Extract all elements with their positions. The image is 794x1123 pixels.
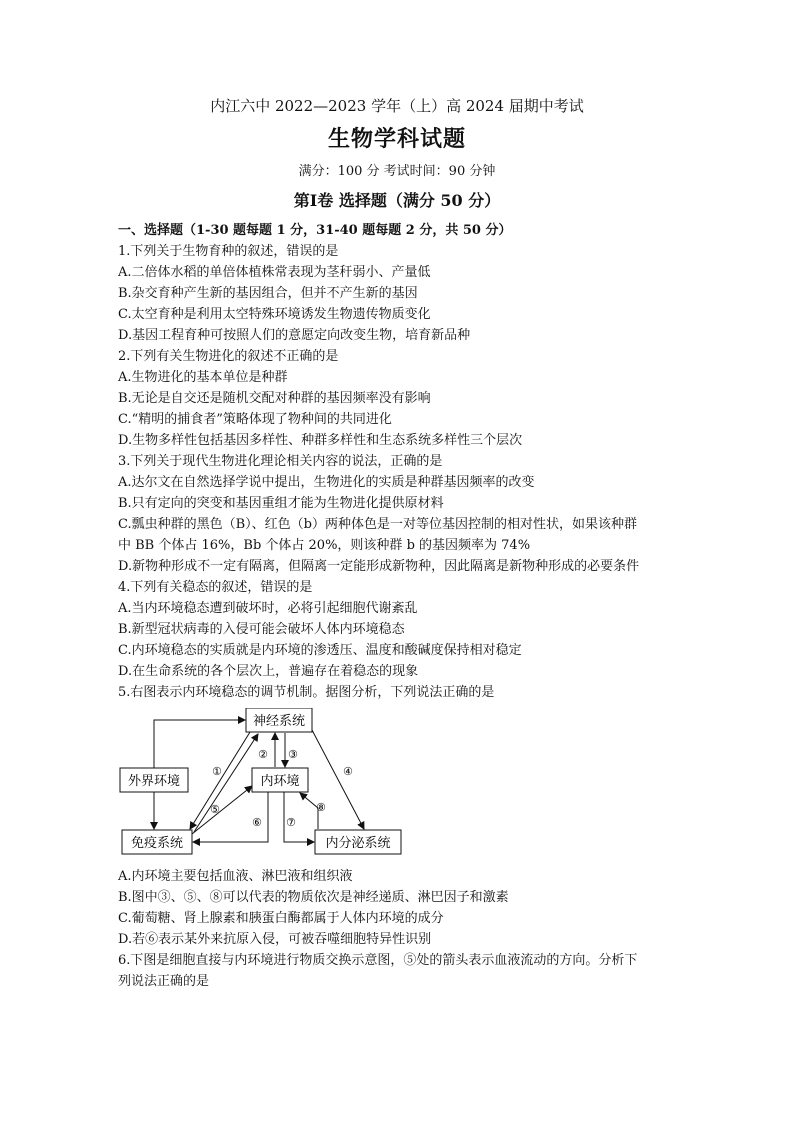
arrow-6 — [192, 786, 252, 834]
part-heading: 第Ⅰ卷 选择题（满分 50 分） — [293, 191, 501, 210]
q3-option-b: B.只有定向的突变和基因重组才能为生物进化提供原材料 — [118, 496, 444, 511]
q4-stem: 4.下列有关稳态的叙述，错误的是 — [118, 580, 313, 595]
q6-stem-line2: 列说法正确的是 — [118, 974, 210, 989]
q1-option-b: B.杂交育种产生新的基因组合，但并不产生新的基因 — [118, 286, 418, 301]
q4-option-c: C.内环境稳态的实质就是内环境的渗透压、温度和酸碱度保持相对稳定 — [118, 643, 522, 658]
label-1: ① — [212, 765, 222, 778]
arrow-4 — [312, 730, 364, 829]
homeostasis-diagram — [118, 708, 418, 858]
nervous-system-label: 神经系统 — [252, 714, 306, 729]
q2-option-a: A.生物进化的基本单位是种群 — [118, 370, 288, 385]
section-heading: 一、选择题（1-30 题每题 1 分，31-40 题每题 2 分，共 50 分） — [118, 223, 512, 238]
q1-option-c: C.太空育种是利用太空特殊环境诱发生物遗传物质变化 — [118, 307, 431, 322]
q3-option-d: D.新物种形成不一定有隔离，但隔离一定能形成新物种，因此隔离是新物种形成的必要条件 — [118, 559, 640, 574]
internal-environment-label: 内环境 — [260, 774, 300, 789]
arrow-external-to-nervous — [154, 720, 245, 768]
q5-stem: 5.右图表示内环境稳态的调节机制。据图分析，下列说法正确的是 — [118, 685, 495, 700]
q4-option-a: A.当内环境稳态遭到破坏时，必将引起细胞代谢紊乱 — [118, 601, 418, 616]
q5-option-c: C.葡萄糖、肾上腺素和胰蛋白酶都属于人体内环境的成分 — [118, 911, 444, 926]
q3-option-c-line1: C.瓢虫种群的黑色（B）、红色（b）两种体色是一对等位基因控制的相对性状，如果该种群 — [118, 517, 637, 532]
q3-option-a: A.达尔文在自然选择学说中提出，生物进化的实质是种群基因频率的改变 — [118, 475, 535, 490]
q1-option-d: D.基因工程育种可按照人们的意愿定向改变生物，培育新品种 — [118, 328, 471, 343]
label-7: ⑦ — [286, 816, 296, 829]
q2-stem: 2.下列有关生物进化的叙述不正确的是 — [118, 349, 339, 364]
exam-title: 生物学科试题 — [327, 126, 466, 152]
q2-option-b: B.无论是自交还是随机交配对种群的基因频率没有影响 — [118, 391, 431, 406]
label-4: ④ — [343, 765, 353, 778]
q4-option-d: D.在生命系统的各个层次上，普遍存在着稳态的现象 — [118, 664, 419, 679]
external-environment-label: 外界环境 — [127, 774, 181, 789]
arrow-1 — [190, 732, 250, 829]
q2-option-c: C.“精明的捕食者”策略体现了物种间的共同进化 — [118, 412, 392, 427]
label-8: ⑧ — [316, 801, 326, 814]
q5-option-b: B.图中③、⑤、⑧可以代表的物质依次是神经递质、淋巴因子和激素 — [118, 890, 509, 905]
q6-stem-line1: 6.下图是细胞直接与内环境进行物质交换示意图，⑤处的箭头表示血液流动的方向。分析下 — [118, 953, 638, 968]
q4-option-b: B.新型冠状病毒的入侵可能会破坏人体内环境稳态 — [118, 622, 405, 637]
immune-system-label: 免疫系统 — [130, 836, 184, 851]
label-6: ⑥ — [252, 816, 262, 829]
q3-stem: 3.下列关于现代生物进化理论相关内容的说法，正确的是 — [118, 454, 443, 469]
exam-info: 满分：100 分 考试时间：90 分钟 — [298, 164, 496, 179]
label-3: ③ — [288, 748, 298, 761]
q5-option-a: A.内环境主要包括血液、淋巴液和组织液 — [118, 869, 353, 884]
q5-option-d: D.若⑥表示某外来抗原入侵，可被吞噬细胞特异性识别 — [118, 932, 432, 947]
label-5: ⑤ — [210, 803, 220, 816]
q1-stem: 1.下列关于生物育种的叙述，错误的是 — [118, 244, 339, 259]
q2-option-d: D.生物多样性包括基因多样性、种群多样性和生态系统多样性三个层次 — [118, 433, 523, 448]
arrow-5 — [194, 734, 258, 832]
q1-option-a: A.二倍体水稻的单倍体植株常表现为茎秆弱小、产量低 — [118, 265, 431, 280]
exam-school-line: 内江六中 2022—2023 学年（上）高 2024 届期中考试 — [210, 97, 584, 115]
q3-option-c-line2: 中 BB 个体占 16%，Bb 个体占 20%，则该种群 b 的基因频率为 74% — [118, 538, 531, 553]
endocrine-system-label: 内分泌系统 — [325, 836, 391, 851]
label-2: ② — [258, 748, 268, 761]
